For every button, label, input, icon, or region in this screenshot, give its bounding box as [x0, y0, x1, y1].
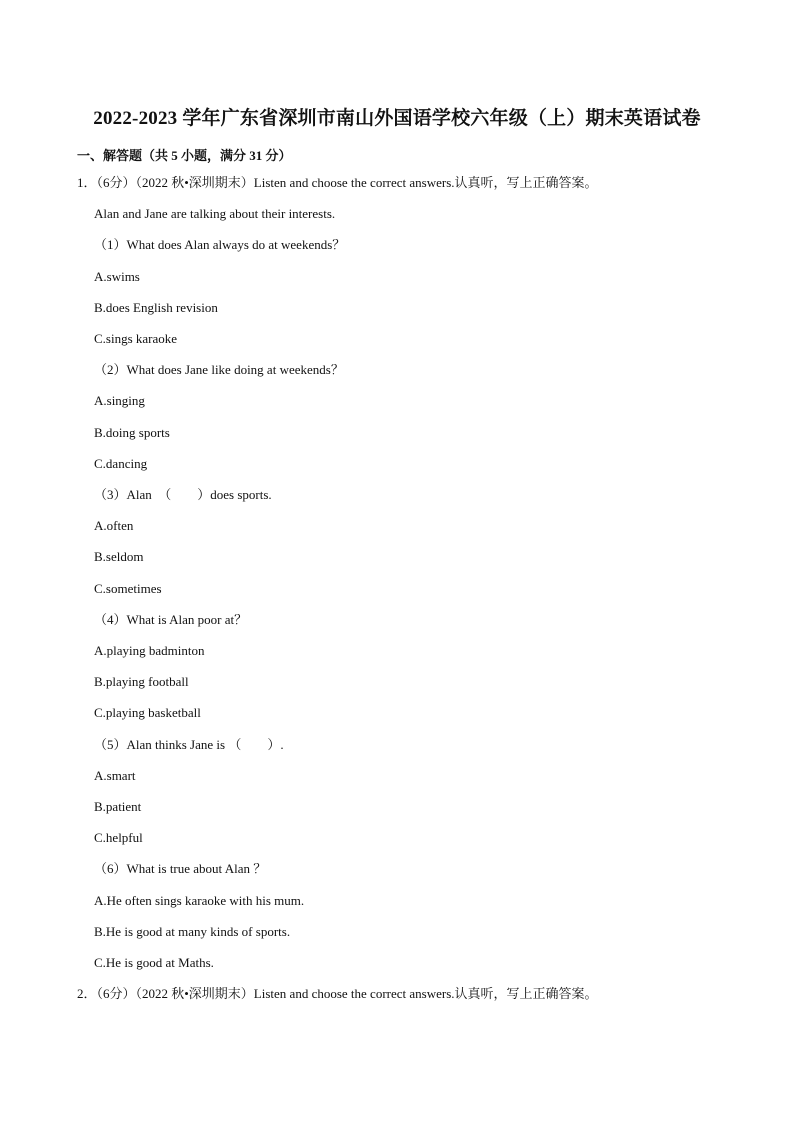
- option-b: B.does English revision: [94, 300, 218, 315]
- option-c: C.He is good at Maths.: [94, 955, 214, 970]
- subquestion-prompt: （3）Alan （ ）does sports.: [94, 487, 272, 502]
- option-b: B.patient: [94, 799, 142, 814]
- option-b: B.doing sports: [94, 425, 170, 440]
- option-c: C.playing basketball: [94, 705, 201, 720]
- option-b: B.He is good at many kinds of sports.: [94, 924, 291, 939]
- option-a: A.often: [94, 518, 134, 533]
- option-a: A.playing badminton: [94, 643, 205, 658]
- option-c: C.helpful: [94, 830, 143, 845]
- section-heading: 一、解答题（共 5 小题，满分 31 分）: [77, 148, 292, 163]
- option-a: A.He often sings karaoke with his mum.: [94, 893, 305, 908]
- subquestion-prompt: （1）What does Alan always do at weekends？: [94, 237, 346, 252]
- question-1-header: 1．（6分）（2022 秋•深圳期末）Listen and choose the correct answers.认真听，写上正确答案。: [77, 175, 598, 190]
- option-b: B.playing football: [94, 674, 189, 689]
- option-c: C.dancing: [94, 456, 148, 471]
- exam-title: 2022-2023 学年广东省深圳市南山外国语学校六年级（上）期末英语试卷: [93, 108, 701, 129]
- subquestion-prompt: （4）What is Alan poor at？: [94, 612, 248, 627]
- option-c: C.sings karaoke: [94, 331, 178, 346]
- option-a: A.swims: [94, 269, 140, 284]
- subquestion-prompt: （2）What does Jane like doing at weekends？: [94, 362, 344, 377]
- option-b: B.seldom: [94, 549, 144, 564]
- option-a: A.smart: [94, 768, 136, 783]
- question-1-intro: Alan and Jane are talking about their interests.: [94, 206, 336, 221]
- subquestion-prompt: （6）What is true about Alan ？: [94, 861, 267, 876]
- subquestion-prompt: （5）Alan thinks Jane is （ ）.: [94, 737, 284, 752]
- option-c: C.sometimes: [94, 581, 162, 596]
- question-2-header: 2．（6分）（2022 秋•深圳期末）Listen and choose the correct answers.认真听，写上正确答案。: [77, 986, 598, 1001]
- option-a: A.singing: [94, 393, 145, 408]
